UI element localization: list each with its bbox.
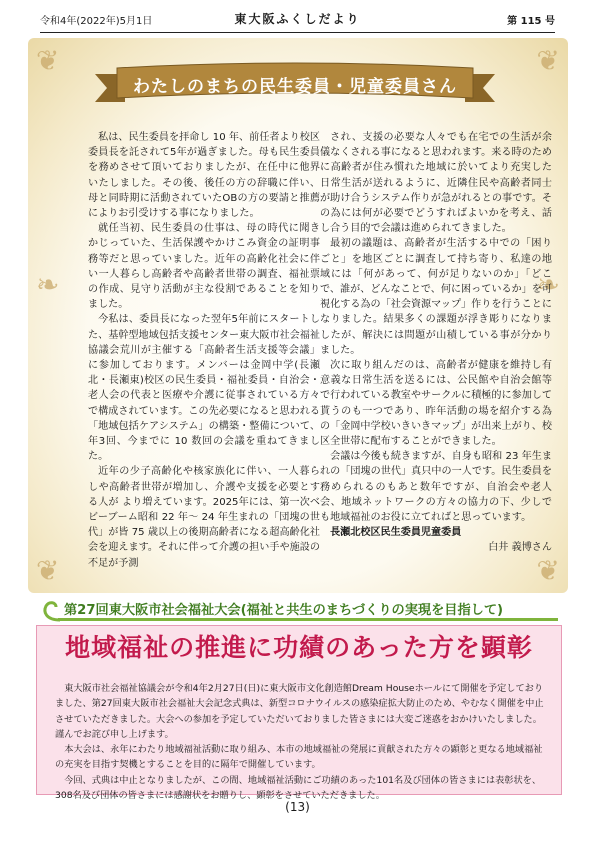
paragraph: 東大阪市社会福祉協議会が令和4年2月27日(日)に東大阪市文化創造館Dream Houseホールにて開催を予定しておりました、第27回東大阪市社会福祉大会記念式典は、新型コロナウイルスの感染症拡大防止のため、やむなく開催を中止させていただきました。大会への参加を予定していただいておりました皆さまには大変ご迷惑をおかけいたしました。謹んでお詫び申し上げます。	[55, 683, 544, 740]
flourish-icon: ❦	[36, 44, 60, 77]
publication-title: 東大阪ふくしだより	[234, 12, 361, 26]
section-heading	[40, 598, 560, 624]
paragraph: 近年の少子高齢化や核家族化に伴い、一人暮らしや高齢者世帯が増加し、介護や支援を必要とする人が より増えています。2025年には、第一次ベビーブーム昭和 22 年～ 24 年生まれの「団塊の世代」が皆 75 歳以上の後期高齢者になる超高齢化社会を迎えます。それに伴って介護の担い手や施設の不足が予測	[88, 466, 320, 569]
award-banner: 地域福祉の推進に功績のあった方を顕彰	[65, 633, 533, 662]
paragraph: 次に取り組んだのは、高齢者が健康を維持し有意義な日常生活を送るには、公民館や自治会館等で行われている教室やサークルに積極的に参加して貰うのも一つであり、昨年活動の場を紹介する為の「金岡中学校いきいきマップ」が出来上がり、校区全世帯に配布することができました。	[320, 360, 552, 448]
flourish-icon: ❧	[536, 268, 560, 301]
paragraph: 今回、式典は中止となりましたが、この間、地域福祉活動にご功績のあった101名及び団体の皆さまには表彰状を、308名及び団体の皆さまには感謝状をお贈りし、顕彰をさせていただきました。	[55, 774, 542, 802]
page-number: (13)	[285, 800, 310, 814]
paragraph: 私は、民生委員を拝命し 10 年、前任者より校区委員長を託されて5年が過ぎました。母も民生委員を務めさせて頂いておりましたが、在任中に他界いたしました。その後、後任の方の辞職に伴い、母と同時期に活動されていたOBの方の要請と推薦によりお引受けする事になりました。	[88, 132, 320, 220]
award-notice-box	[36, 625, 562, 802]
flourish-icon: ❦	[36, 554, 60, 587]
feature-title: わたしのまちの民生委員・児童委員さん	[133, 77, 457, 97]
flourish-icon: ❧	[36, 268, 60, 301]
award-notice-body	[55, 681, 545, 803]
paragraph: 最初の議題は、高齢者が生活する中での「困りごと」を地区ごとに調査して持ち寄り、私達の地域には「何があって、何が足りないのか」「どこで、誰が、どんなことで、何に困っているか」を可視化する為の「社会資源マップ」作りを行うことになりました。結果多くの課題が浮き彫りになりましたが、解決には問題が山積している事が分かりました。	[320, 238, 552, 356]
paragraph: 会議は今後も続きますが、自身も昭和 23 年生まれの「団塊の世代」真只中の一人です。民生委員を務められるのもあと数年ですが、自治会や老人会、地域ネットワークの方々の協力の下、少しでも地域福祉のお役に立てればと思っています。	[320, 451, 552, 524]
feature-title-ribbon	[95, 62, 495, 108]
header-rule	[40, 32, 555, 33]
paragraph: 今私は、委員長になった翌年5年前にスタートした、基幹型地域包括支援センター東大阪市社会福祉協議会荒川が主催する「高齢者生活支援等会議」に参加しております。メンバーは金岡中学(長瀬北・長瀬東)校区の民生委員・福祉委員・自治会・老人会の代表と医療や介護に従事されている方々で構成されています。この先必要になると思われる「地域包括ケアシステム」の構築・整備について、年3回、今までに 10 数回の会議を重ねてきました。	[88, 314, 320, 463]
heading-underline	[58, 618, 558, 621]
signature-name: 白井 義博さん	[488, 542, 552, 554]
section-heading-text: 第27回東大阪市社会福祉大会(福祉と共生のまちづくりの実現を目指して)	[64, 603, 504, 618]
flourish-icon: ❦	[536, 44, 560, 77]
issue-date: 令和4年(2022年)5月1日	[40, 16, 153, 27]
paragraph: され、支援の必要な人々でも在宅での生活が余儀なくされる事になると思われます。来る時のために高齢者が住み慣れた地域に於いてより充実した日常生活が送れるように、近隣住民や高齢者同士が助け合うシステム作りが急がれるとの事です。その為には何が必要でどうすればよいかを考え、話し合う目的で会議は進められてきました。	[320, 132, 552, 235]
page-header	[40, 8, 555, 34]
signature-organization: 長瀬北校区民生委員児童委員	[330, 527, 462, 539]
flourish-icon: ❦	[536, 554, 560, 587]
paragraph: 本大会は、永年にわたり地域福祉活動に取り組み、本市の地域福祉の発展に貢献された方々の顕彰と更なる地域福祉の充実を目指す契機とすることを目的に隔年で開催しています。	[55, 744, 543, 771]
article-column-right	[320, 130, 552, 556]
article-column-left	[88, 130, 320, 571]
issue-number: 第 115 号	[507, 16, 555, 27]
paragraph: 就任当初、民生委員の仕事は、母の時代に聞きかじっていた、生活保護やかけこみ資金の証明事務等だと思っていました。近年の高齢化社会に伴い一人暮らし高齢者や高齢者世帯の調査、福祉票の作成、見守り活動が主な役割であることを知りました。	[88, 223, 320, 311]
